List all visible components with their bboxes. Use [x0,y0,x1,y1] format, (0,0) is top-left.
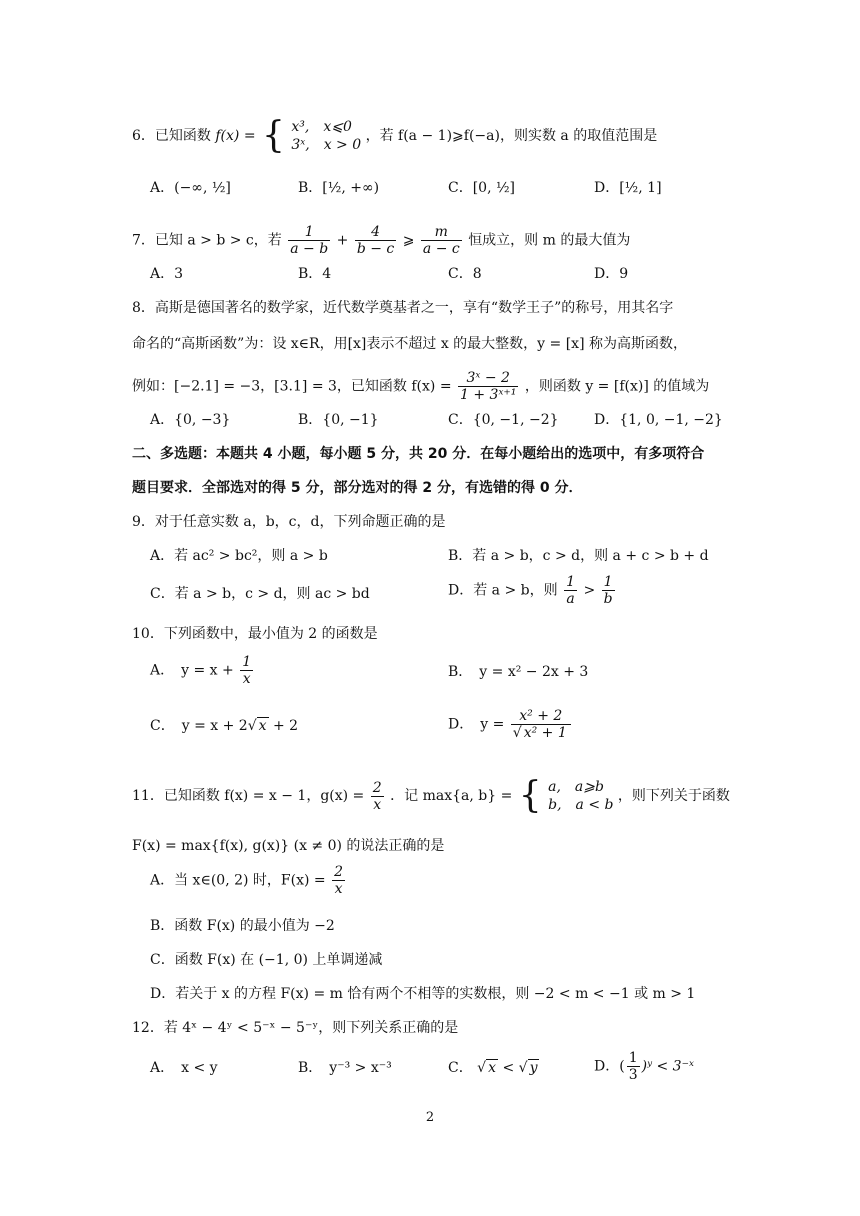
fraction: $\frac{1}{a - b}$ [290,224,329,257]
q11-option-b: B．函数 F(x) 的最小值为 −2 [150,918,335,934]
fraction: $\frac{\text{x² + 2}}{\text{√ x² + 1}}$ [511,708,571,741]
q12-option-d: D．( $\frac{1}{3}$ )ʸ < 3⁻ˣ [594,1050,694,1083]
question-8-line-3: 例如：[−2.1] = −3，[3.1] = 3，已知函数 f(x) = $\frac{\text{3ˣ − 2}}{\text{1 + 3ˣ⁺¹}}$ ，则函数 y = [f(x)] 的值域为 [132,370,710,403]
fraction: $\frac{1}{a}$ [566,574,575,607]
left-brace: { [262,115,285,156]
question-6-stem: 6．已知函数 f(x) = { x³, x⩽0 3ˣ, x > 0 ，若 f(a − 1)⩾f(−a)，则实数 a 的取值范围是 [132,115,658,156]
question-11-stem: 11．已知函数 f(x) = x − 1，g(x) = $\frac{2}{x}$ ．记 max{a, b} = { a, a⩾b b, a < b ，则下列关于函数 [132,775,730,816]
section-2-heading-line-2: 题目要求．全部选对的得 5 分，部分选对的得 2 分，有选错的得 0 分． [132,480,583,496]
fraction: $\frac{4}{b - c}$ [356,224,395,257]
q7-option-a: A．3 [150,266,184,282]
q11-option-c: C．函数 F(x) 在 (−1, 0) 上单调递减 [150,952,383,968]
q12-option-c: C． √ x < √ y [448,1060,538,1076]
fraction: $\frac{1}{3}$ [628,1050,638,1083]
q9-option-a: A．若 ac² > bc²，则 a > b [150,548,328,564]
left-brace: { [518,775,542,816]
q6-option-b: B．[½, +∞) [298,180,380,196]
page-number: 2 [425,1110,435,1125]
q6-option-d: D．[½, 1] [594,180,662,196]
q10-option-a: A． y = x + $\frac{1}{x}$ [150,654,252,687]
q6-option-c: C．[0, ½] [448,180,516,196]
q7-option-d: D．9 [594,266,629,282]
q9-option-c: C．若 a > b，c > d，则 ac > bd [150,586,370,602]
q9-option-d: D．若 a > b，则 $\frac{1}{a}$ > $\frac{1}{b}$ [448,574,613,607]
q10-option-b: B． y = x² − 2x + 3 [448,664,589,680]
section-2-heading-line-1: 二、多选题：本题共 4 小题，每小题 5 分，共 20 分．在每小题给出的选项中，有多项符合 [132,446,705,462]
fraction: $\frac{2}{x}$ [334,864,343,897]
fraction: $\frac{\text{3ˣ − 2}}{\text{1 + 3ˣ⁺¹}}$ [460,370,517,403]
fraction: $\frac{2}{x}$ [372,779,382,813]
q8-option-a: A．{0, −3} [150,412,231,428]
q8-option-d: D．{1, 0, −1, −2} [594,412,723,428]
sqrt-symbol: √ [518,1060,528,1076]
fraction: $\frac{m}{a - c}$ [422,224,460,257]
piecewise-cases: x³, x⩽0 3ˣ, x > 0 [291,119,362,153]
question-12-stem: 12．若 4ˣ − 4ʸ < 5⁻ˣ − 5⁻ʸ，则下列关系正确的是 [132,1020,459,1036]
q6-option-a: A．(−∞, ½] [150,180,231,196]
q10-option-d: D． y = $\frac{\text{x² + 2}}{\text{√ x² + 1}}$ [448,708,573,741]
sqrt-symbol: √ [247,718,257,734]
question-10-stem: 10．下列函数中，最小值为 2 的函数是 [132,626,378,642]
question-7-stem: 7．已知 a > b > c，若 $\frac{1}{a - b}$ + $\frac{4}{b - c}$ ⩾ $\frac{m}{a - c}$ 恒成立，则 m 的最大值为 [132,224,631,257]
q8-option-c: C．{0, −1, −2} [448,412,559,428]
q12-option-b: B． y⁻³ > x⁻³ [298,1060,392,1076]
q9-option-b: B．若 a > b，c > d，则 a + c > b + d [448,548,709,564]
question-11-line-2: F(x) = max{f(x), g(x)} (x ≠ 0) 的说法正确的是 [132,838,445,854]
piecewise-cases: a, a⩾b b, a < b [548,779,614,813]
question-8-line-2: 命名的“高斯函数”为：设 x∈R，用[x]表示不超过 x 的最大整数，y = [x] 称为高斯函数， [132,336,687,352]
question-9-stem: 9．对于任意实数 a，b，c，d，下列命题正确的是 [132,514,446,530]
question-8-line-1: 8．高斯是德国著名的数学家，近代数学奠基者之一，享有“数学王子”的称号，用其名字 [132,300,674,316]
q12-option-a: A． x < y [150,1060,218,1076]
fraction: $\frac{1}{x}$ [242,654,252,687]
q11-option-d: D．若关于 x 的方程 F(x) = m 恰有两个不相等的实数根，则 −2 < m < −1 或 m > 1 [150,986,696,1002]
sqrt-symbol: √ [512,725,522,741]
q8-option-b: B．{0, −1} [298,412,379,428]
q10-option-c: C． y = x + 2√ x + 2 [150,718,299,734]
sqrt-symbol: √ [477,1060,487,1076]
q11-option-a: A．当 x∈(0, 2) 时，F(x) = $\frac{2}{x}$ [150,864,343,897]
fraction: $\frac{1}{b}$ [603,574,613,607]
q7-option-b: B．4 [298,266,332,282]
q7-option-c: C．8 [448,266,482,282]
